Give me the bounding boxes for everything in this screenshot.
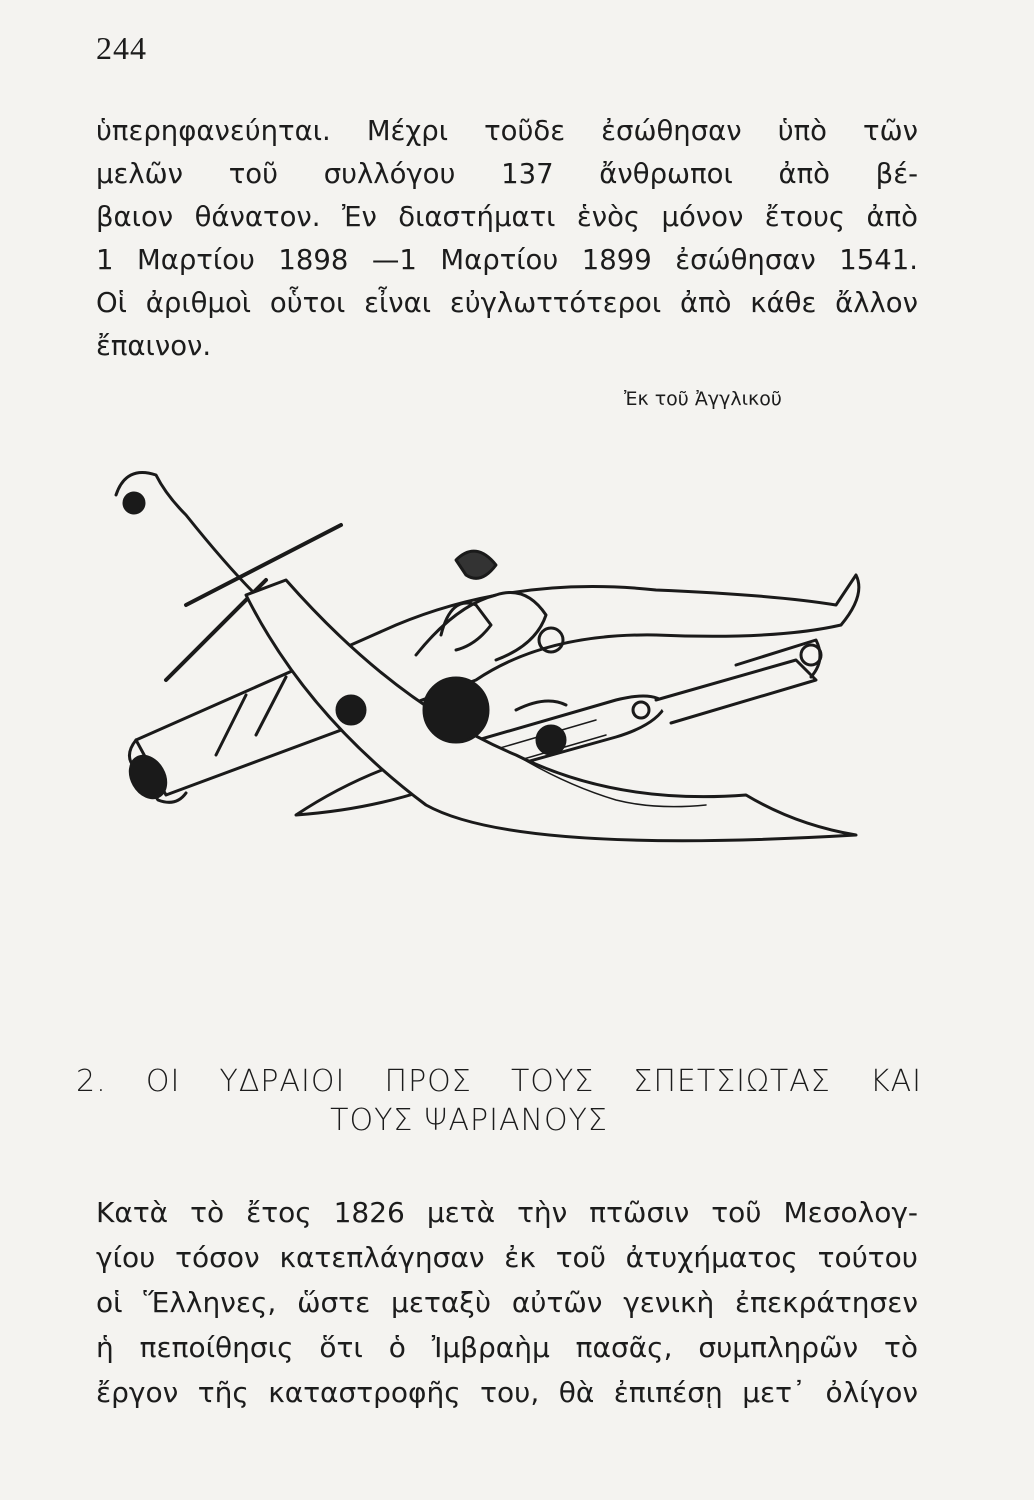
- section-heading: [76, 1064, 922, 1138]
- paragraph-lifesaving: [96, 110, 918, 368]
- title-word: ΤΟΥΣ: [510, 1064, 595, 1099]
- title-word: ΣΠΕΤΣΙΩΤΑΣ: [633, 1064, 831, 1099]
- paragraph-hydriots: [96, 1190, 918, 1415]
- text-line: Οἱ ἀριθμοὶ οὗτοι εἶναι εὐγλωττότεροι ἀπὸ κάθε ἄλλον: [96, 287, 918, 319]
- title-word: ΠΡΟΣ: [384, 1064, 472, 1099]
- title-word: ΥΔΡΑΙΟΙ: [219, 1064, 346, 1099]
- text-line: ἔπαινον.: [96, 330, 212, 362]
- text-line: 1 Μαρτίου 1898 —1 Μαρτίου 1899 ἐσώθησαν 1541.: [96, 244, 918, 276]
- text-line: μελῶν τοῦ συλλόγου 137 ἄνθρωποι ἀπὸ βέ-: [96, 158, 918, 190]
- text-line: ἡ πεποίθησις ὅτι ὁ Ἰμβραὴμ πασᾶς, συμπληρῶν τὸ: [96, 1331, 918, 1364]
- text-line: ἔργον τῆς καταστροφῆς του, θὰ ἐπιπέσῃ μετ᾿ ὀλίγον: [96, 1376, 918, 1409]
- title-word: ΟΙ: [145, 1064, 181, 1099]
- text-line: γίου τόσον κατεπλάγησαν ἐκ τοῦ ἀτυχήματος τούτου: [96, 1241, 918, 1274]
- section-number: 2.: [76, 1064, 107, 1099]
- source-note: Ἐκ τοῦ Ἀγγλικοῦ: [624, 388, 782, 410]
- text-line: ὑπερηφανεύηται. Μέχρι τοῦδε ἐσώθησαν ὑπὸ τῶν: [96, 115, 918, 147]
- title-word: ΚΑΙ: [869, 1064, 922, 1099]
- text-line: βαιον θάνατον. Ἐν διαστήματι ἑνὸς μόνον ἔτους ἀπὸ: [96, 201, 918, 233]
- text-line: Κατὰ τὸ ἔτος 1826 μετὰ τὴν πτῶσιν τοῦ Μεσολογ-: [96, 1196, 918, 1229]
- section-title-line2: ΤΟΥΣ ΨΑΡΙΑΝΟΥΣ: [330, 1103, 608, 1138]
- page-number: 244: [96, 30, 147, 66]
- weapons-illustration: [96, 455, 896, 850]
- text-line: οἱ Ἕλληνες, ὥστε μεταξὺ αὐτῶν γενικὴ ἐπεκράτησεν: [96, 1286, 918, 1319]
